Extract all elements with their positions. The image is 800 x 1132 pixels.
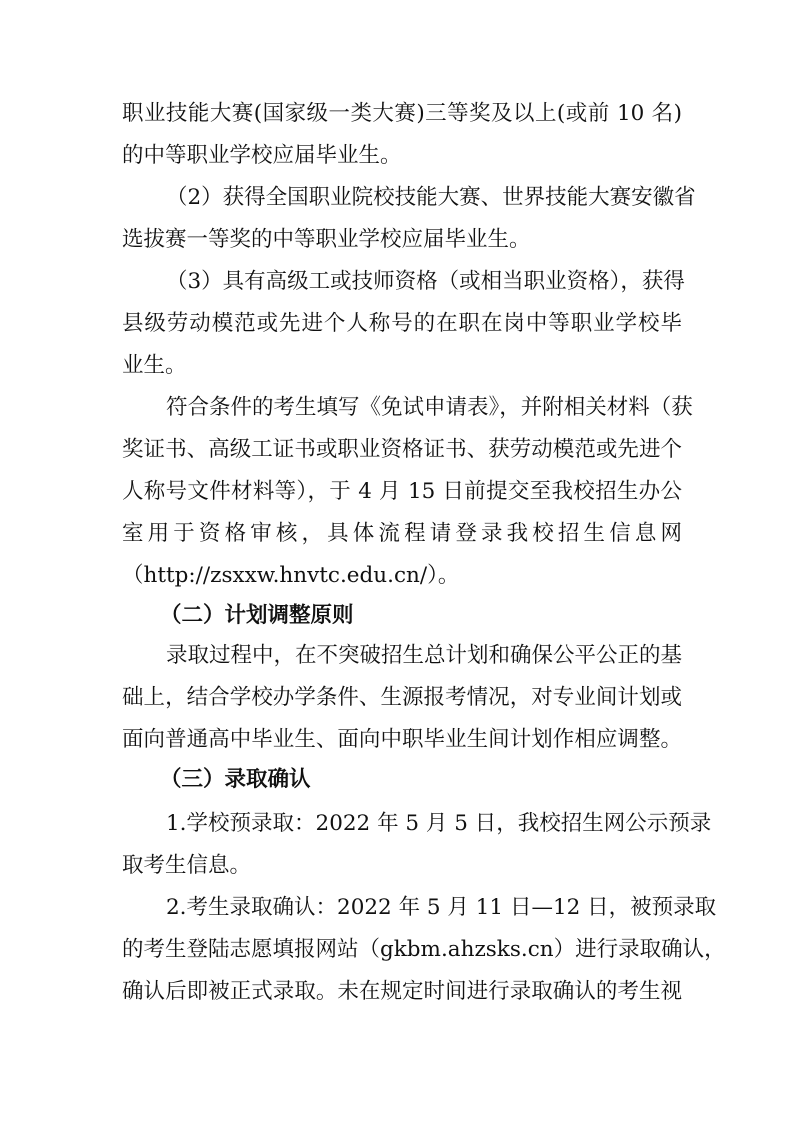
text-line: 的考生登陆志愿填报网站（gkbm.ahzsks.cn）进行录取确认， <box>122 937 726 962</box>
text-line: 县级劳动模范或先进个人称号的在职在岗中等职业学校毕 <box>122 311 682 336</box>
section-heading: （三）录取确认 <box>160 767 311 792</box>
text-line: （http://zsxxw.hnvtc.edu.cn/）。 <box>122 563 460 588</box>
section-heading: （二）计划调整原则 <box>160 603 354 628</box>
text-line: （3）具有高级工或技师资格（或相当职业资格），获得 <box>166 269 685 294</box>
text-line: 取考生信息。 <box>122 853 252 878</box>
text-line: 1.学校预录取：2022 年 5 月 5 日，我校招生网公示预录 <box>166 811 712 836</box>
text-line: 面向普通高中毕业生、面向中职毕业生间计划作相应调整。 <box>122 727 682 752</box>
text-line: 符合条件的考生填写《免试申请表》，并附相关材料（获 <box>166 395 693 420</box>
text-line: 职业技能大赛(国家级一类大赛)三等奖及以上(或前 10 名) <box>122 101 682 126</box>
text-line: 的中等职业学校应届毕业生。 <box>122 143 402 168</box>
text-line: 奖证书、高级工证书或职业资格证书、获劳动模范或先进个 <box>122 437 682 462</box>
text-line: 础上，结合学校办学条件、生源报考情况，对专业间计划或 <box>122 685 682 710</box>
text-line: 室用于资格审核，具体流程请登录我校招生信息网 <box>122 521 682 546</box>
text-line: （2）获得全国职业院校技能大赛、世界技能大赛安徽省 <box>166 185 696 210</box>
text-line: 业生。 <box>122 353 187 378</box>
text-line: 确认后即被正式录取。未在规定时间进行录取确认的考生视 <box>122 979 682 1004</box>
text-line: 录取过程中，在不突破招生总计划和确保公平公正的基 <box>166 643 683 668</box>
text-line: 2.考生录取确认：2022 年 5 月 11 日—12 日，被预录取 <box>166 895 717 920</box>
text-line: 选拔赛一等奖的中等职业学校应届毕业生。 <box>122 227 531 252</box>
text-line: 人称号文件材料等），于 4 月 15 日前提交至我校招生办公 <box>122 479 682 504</box>
